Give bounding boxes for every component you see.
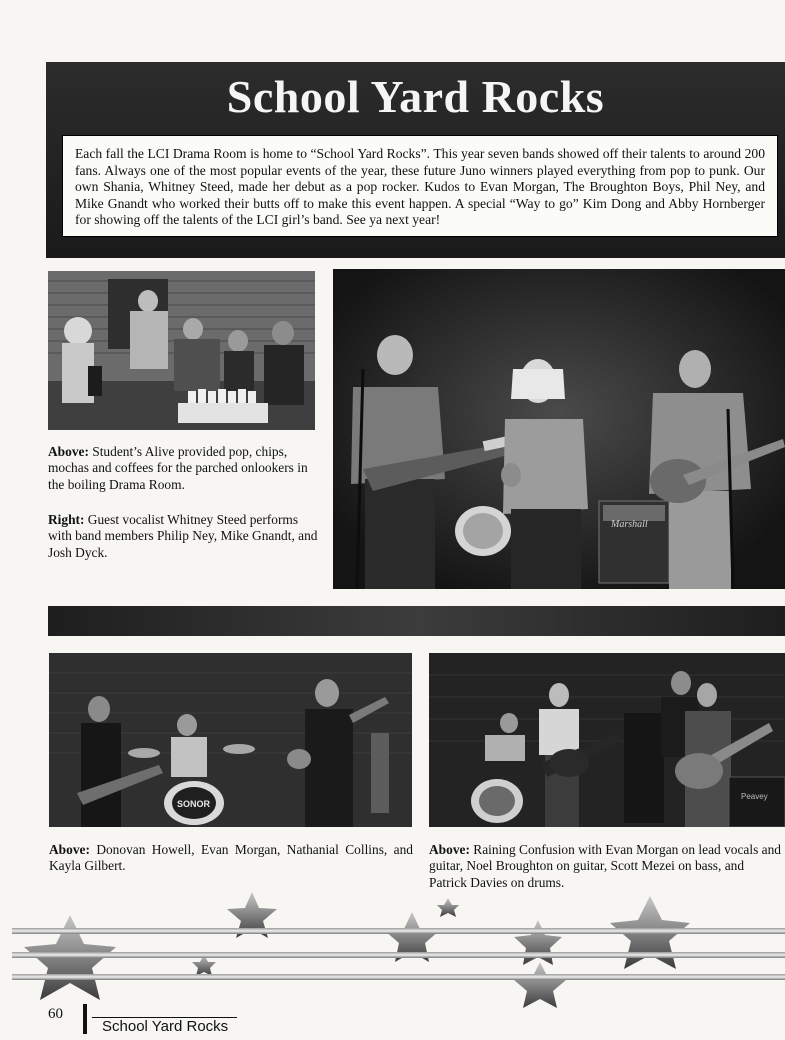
caption-band-donovan xyxy=(49,842,413,875)
caption-lead: Above: xyxy=(429,842,470,857)
caption-text: Student’s Alive provided pop, chips, mochas and coffees for the parched onlookers in the boiling Drama Room. xyxy=(48,444,308,492)
intro-text-box xyxy=(62,135,778,237)
caption-lead: Above: xyxy=(49,842,90,857)
footer-section-label: School Yard Rocks xyxy=(102,1018,229,1035)
star-icon xyxy=(514,920,562,965)
caption-lead: Right: xyxy=(48,512,85,527)
caption-text: Guest vocalist Whitney Steed performs with band members Philip Ney, Mike Gnandt, and Josh Dyck. xyxy=(48,512,318,560)
caption-text: Raining Confusion with Evan Morgan on lead vocals and guitar, Noel Broughton on guitar, Scott Mezei on bass, and Patrick Davies on drums. xyxy=(429,842,781,890)
caption-guest-vocalist xyxy=(48,512,318,561)
star-icon xyxy=(437,898,459,917)
stripe xyxy=(12,928,785,934)
caption-lead: Above: xyxy=(48,444,89,459)
footer-divider xyxy=(83,1004,87,1034)
caption-refreshments xyxy=(48,444,314,493)
star-icon xyxy=(514,962,566,1008)
stripe xyxy=(12,952,785,958)
amp-brand-text-2: Peavey xyxy=(741,792,768,801)
amp-brand-text: Marshall xyxy=(611,519,648,530)
page-title: School Yard Rocks xyxy=(226,71,605,122)
photo-refreshments xyxy=(48,271,315,430)
stars-decoration xyxy=(0,890,785,1010)
stripe xyxy=(12,974,785,980)
drum-brand-text: SONOR xyxy=(177,799,211,809)
intro-paragraph: Each fall the LCI Drama Room is home to “School Yard Rocks”. This year seven bands showed off their talents to around 200 fans. Always one of the most popular events of the year, these future Juno winners played everything from pop to punk. Our own Shania, Whitney Steed, made her debut as a pop rocker. Kudos to Evan Morgan, The Broughton Boys, Phil Ney, and Mike Gnandt who worked their butts off to make this event happen. A special “Way to go” Kim Dong and Abby Hornberger for showing off the talents of the LCI girl’s band. See ya next year! xyxy=(75,146,765,228)
photo-guest-vocalist xyxy=(333,269,785,589)
photo-band-donovan xyxy=(49,653,412,827)
photo-raining-confusion xyxy=(429,653,785,827)
section-divider-bar xyxy=(48,606,785,636)
caption-raining-confusion xyxy=(429,842,785,894)
page-number: 60 xyxy=(48,1006,63,1022)
caption-text: Donovan Howell, Evan Morgan, Nathanial Collins, and Kayla Gilbert. xyxy=(49,842,413,874)
